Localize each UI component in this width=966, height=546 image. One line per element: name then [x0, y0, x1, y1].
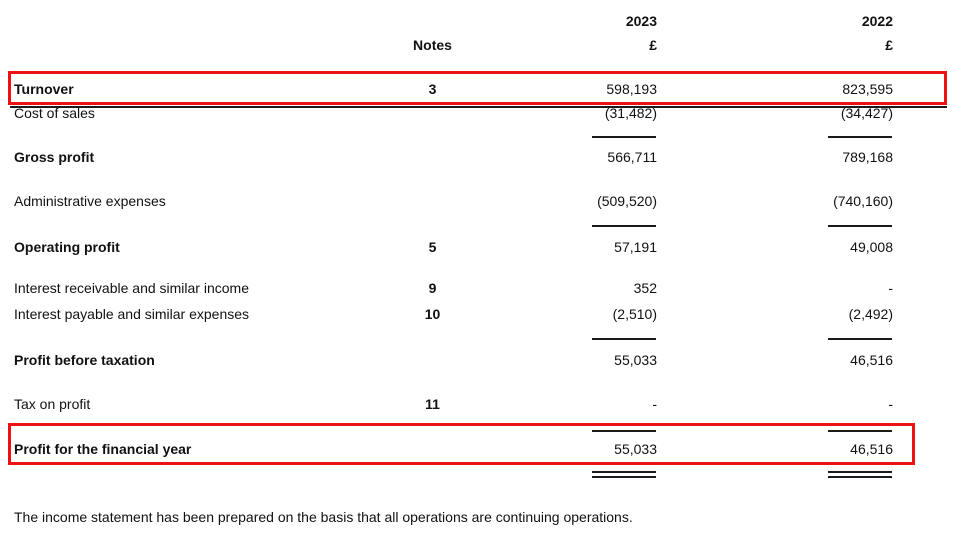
value-prior: 46,516	[850, 352, 893, 368]
double-rule-total-prior	[828, 471, 892, 478]
value-prior: (740,160)	[833, 193, 893, 209]
row-label: Tax on profit	[14, 396, 91, 412]
table-row-profit-before-taxation	[0, 351, 966, 369]
rule-operating-profit-current	[592, 225, 656, 227]
value-current: 55,033	[614, 441, 657, 457]
value-prior: (2,492)	[848, 306, 893, 322]
value-current: (31,482)	[604, 105, 657, 121]
value-current: (509,520)	[597, 193, 657, 209]
row-label: Profit before taxation	[14, 352, 155, 368]
table-row-interest-receivable	[0, 279, 966, 297]
table-header-units	[0, 36, 966, 54]
continuing-operations-note: The income statement has been prepared on the basis that all operations are continuing operations.	[14, 509, 633, 525]
value-prior: (34,427)	[840, 105, 893, 121]
note-value: 11	[425, 396, 440, 412]
value-prior: 823,595	[842, 81, 893, 97]
value-current: 566,711	[607, 149, 657, 165]
rule-gross-profit-current	[592, 136, 656, 138]
note-value: 3	[428, 81, 437, 97]
table-row-cost-of-sales	[0, 104, 966, 122]
value-current: 598,193	[606, 81, 657, 97]
row-label: Profit for the financial year	[14, 441, 192, 457]
note-value: 9	[428, 280, 437, 296]
row-label: Operating profit	[14, 239, 120, 255]
value-current: (2,510)	[612, 306, 657, 322]
col-header-currency-prior: £	[885, 37, 893, 53]
double-rule-total-current	[592, 471, 656, 478]
value-current: -	[652, 396, 657, 412]
value-current: 57,191	[614, 239, 657, 255]
rule-gross-profit-prior	[828, 136, 892, 138]
value-prior: 789,168	[842, 149, 893, 165]
row-label: Administrative expenses	[14, 193, 166, 209]
note-value: 5	[428, 239, 437, 255]
table-row-tax-on-profit	[0, 395, 966, 413]
col-header-currency-current: £	[649, 37, 657, 53]
table-row-operating-profit	[0, 238, 966, 256]
table-row-turnover	[0, 80, 966, 98]
col-header-year-current: 2023	[625, 13, 657, 29]
table-header-years	[0, 12, 966, 30]
table-row-administrative-expenses	[0, 192, 966, 210]
rule-profit-for-year-current	[592, 430, 656, 432]
rule-profit-before-tax-prior	[828, 338, 892, 340]
rule-profit-before-tax-current	[592, 338, 656, 340]
table-row-profit-for-financial-year	[0, 440, 966, 458]
row-label: Interest payable and similar expenses	[14, 306, 250, 322]
rule-operating-profit-prior	[828, 225, 892, 227]
row-label: Cost of sales	[14, 105, 95, 121]
col-header-year-prior: 2022	[861, 13, 893, 29]
row-label: Interest receivable and similar income	[14, 280, 249, 296]
value-current: 55,033	[614, 352, 657, 368]
rule-profit-for-year-prior	[828, 430, 892, 432]
note-value: 10	[424, 306, 441, 322]
value-prior: 49,008	[850, 239, 893, 255]
row-label: Gross profit	[14, 149, 95, 165]
value-prior: -	[888, 280, 893, 296]
value-current: 352	[633, 280, 657, 296]
row-label: Turnover	[14, 81, 74, 97]
value-prior: -	[888, 396, 893, 412]
col-header-notes: Notes	[413, 37, 452, 53]
table-row-gross-profit	[0, 148, 966, 166]
value-prior: 46,516	[850, 441, 893, 457]
table-row-interest-payable	[0, 305, 966, 323]
